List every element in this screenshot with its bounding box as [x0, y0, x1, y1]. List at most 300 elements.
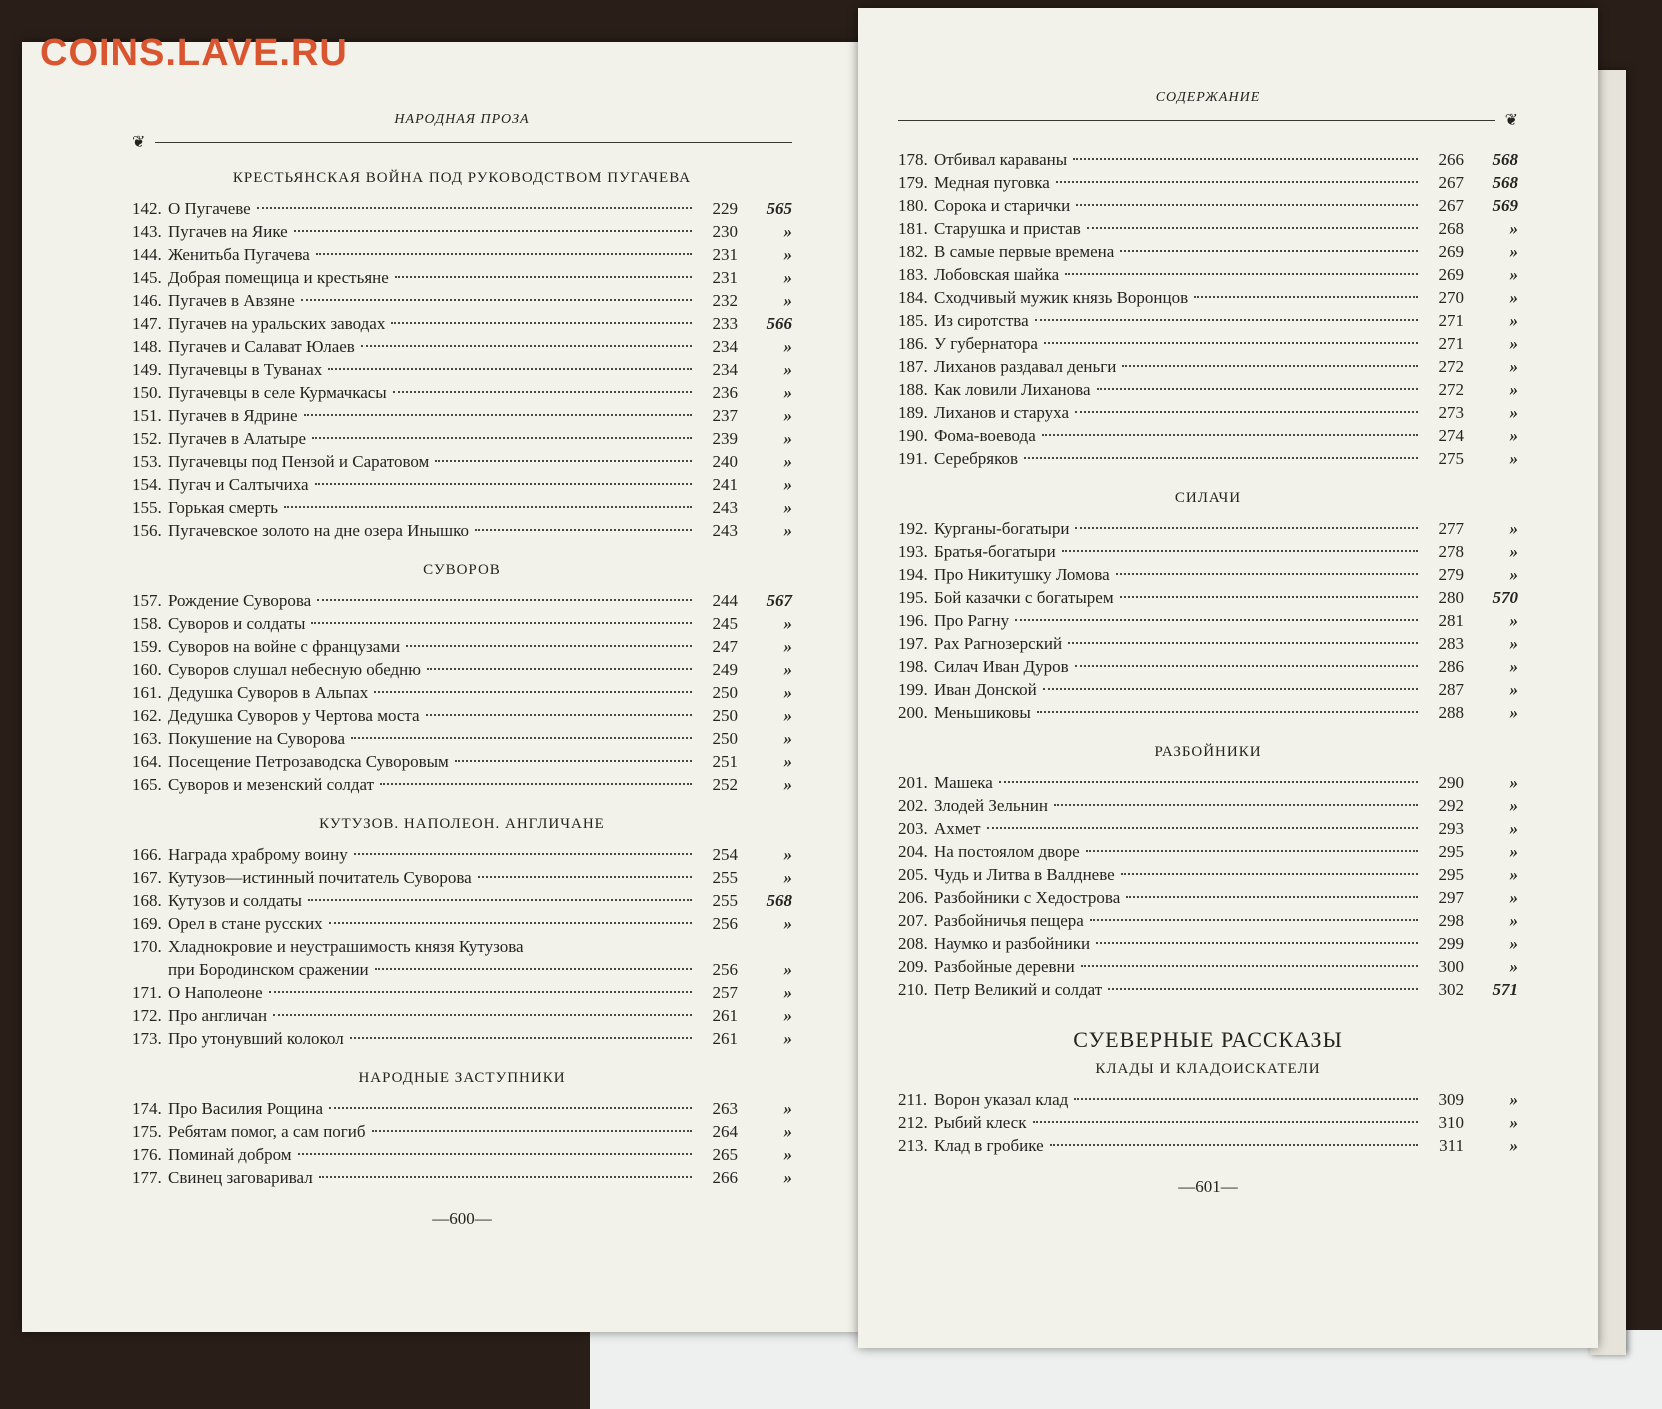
dot-leader	[1096, 942, 1418, 944]
dot-leader	[1068, 642, 1418, 644]
entry-commentary-page: »	[1509, 1113, 1518, 1132]
entry-commentary-page: »	[1509, 957, 1518, 976]
toc-entry	[132, 958, 792, 981]
dot-leader	[426, 714, 692, 716]
toc-entry	[132, 220, 792, 243]
entry-title: Рождение Суворова	[168, 591, 312, 610]
entry-title: Клад в гробике	[934, 1136, 1044, 1155]
entry-page: 300	[1438, 957, 1464, 976]
entry-page: 231	[712, 245, 738, 264]
entry-commentary-page: »	[783, 914, 792, 933]
dot-leader	[1086, 850, 1418, 852]
entry-number: 180.	[898, 196, 928, 215]
entry-commentary-page: »	[1509, 634, 1518, 653]
entry-page: 292	[1438, 796, 1464, 815]
entry-commentary-page: 568	[1492, 150, 1518, 169]
entry-number: 161.	[132, 683, 162, 702]
toc-entry	[132, 843, 792, 866]
entry-page: 297	[1438, 888, 1464, 907]
toc-entry	[898, 609, 1518, 632]
entry-commentary-page: »	[1509, 311, 1518, 330]
dot-leader	[1054, 804, 1418, 806]
entry-number: 210.	[898, 980, 928, 999]
entry-title: Петр Великий и солдат	[934, 980, 1103, 999]
entry-page: 269	[1438, 242, 1464, 261]
dot-leader	[478, 876, 692, 878]
entry-number: 144.	[132, 245, 162, 264]
toc-entry	[898, 240, 1518, 263]
toc-entry	[898, 932, 1518, 955]
entry-number: 177.	[132, 1168, 162, 1187]
entry-number: 155.	[132, 498, 162, 517]
entry-number: 179.	[898, 173, 928, 192]
entry-number: 192.	[898, 519, 928, 538]
entry-page: 231	[712, 268, 738, 287]
rule-line	[155, 142, 792, 143]
entry-title: Разбойничья пещера	[934, 911, 1084, 930]
entry-title: Лиханов и старуха	[934, 403, 1069, 422]
entry-title: Суворов на войне с французами	[168, 637, 401, 656]
entry-commentary-page: »	[1509, 403, 1518, 422]
entry-number: 157.	[132, 591, 162, 610]
entry-page: 310	[1438, 1113, 1464, 1132]
entry-number: 169.	[132, 914, 162, 933]
entry-number: 198.	[898, 657, 928, 676]
entry-page: 264	[712, 1122, 738, 1141]
entry-page: 251	[712, 752, 738, 771]
entry-number: 182.	[898, 242, 928, 261]
toc-list	[132, 170, 792, 1189]
entry-number: 168.	[132, 891, 162, 910]
entry-commentary-page: »	[783, 729, 792, 748]
entry-number: 190.	[898, 426, 928, 445]
entry-page: 265	[712, 1145, 738, 1164]
entry-page: 250	[712, 729, 738, 748]
entry-commentary-page: »	[1509, 1090, 1518, 1109]
entry-title: Пугачев в Авзяне	[168, 291, 295, 310]
entry-commentary-page: »	[1509, 542, 1518, 561]
dot-leader	[1122, 365, 1418, 367]
entry-title: Сорока и старички	[934, 196, 1071, 215]
dot-leader	[375, 968, 692, 970]
entry-number: 176.	[132, 1145, 162, 1164]
entry-page: 263	[712, 1099, 738, 1118]
toc-entry	[132, 981, 792, 1004]
entry-page: 295	[1438, 842, 1464, 861]
toc-entry	[898, 447, 1518, 470]
entry-title: Курганы-богатыри	[934, 519, 1070, 538]
entry-commentary-page: »	[783, 291, 792, 310]
dot-leader	[1075, 527, 1418, 529]
dot-leader	[999, 781, 1418, 783]
entry-number: 196.	[898, 611, 928, 630]
entry-page: 233	[712, 314, 738, 333]
entry-page: 249	[712, 660, 738, 679]
entry-title: У губернатора	[934, 334, 1038, 353]
entry-number: 159.	[132, 637, 162, 656]
toc-entry	[898, 794, 1518, 817]
dot-leader	[351, 737, 692, 739]
dot-leader	[987, 827, 1418, 829]
entry-number: 199.	[898, 680, 928, 699]
entry-page: 234	[712, 337, 738, 356]
entry-number: 178.	[898, 150, 928, 169]
entry-commentary-page: »	[783, 960, 792, 979]
entry-title: В самые первые времена	[934, 242, 1115, 261]
entry-commentary-page: »	[783, 775, 792, 794]
entry-page: 247	[712, 637, 738, 656]
entry-number: 206.	[898, 888, 928, 907]
toc-entry	[132, 450, 792, 473]
entry-title: Иван Донской	[934, 680, 1037, 699]
dot-leader	[329, 922, 692, 924]
entry-commentary-page: »	[783, 660, 792, 679]
entry-page: 272	[1438, 380, 1464, 399]
entry-page: 278	[1438, 542, 1464, 561]
toc-entry	[132, 889, 792, 912]
entry-number: 164.	[132, 752, 162, 771]
entry-commentary-page: »	[1509, 819, 1518, 838]
entry-commentary-page: »	[783, 268, 792, 287]
entry-title: Разбойники с Хедострова	[934, 888, 1121, 907]
dot-leader	[1035, 319, 1418, 321]
entry-title: Меньшиковы	[934, 703, 1031, 722]
toc-entry	[898, 632, 1518, 655]
part-title: СУЕВЕРНЫЕ РАССКАЗЫ	[1073, 1027, 1343, 1052]
entry-number: 189.	[898, 403, 928, 422]
entry-title: Про Василия Рощина	[168, 1099, 324, 1118]
toc-entry	[898, 586, 1518, 609]
dot-leader	[269, 991, 692, 993]
entry-title: Добрая помещица и крестьяне	[168, 268, 389, 287]
entry-title: Пугачев в Ядрине	[168, 406, 298, 425]
entry-commentary-page: »	[783, 1145, 792, 1164]
entry-title: Машека	[934, 773, 993, 792]
toc-entry	[132, 243, 792, 266]
entry-page: 267	[1438, 173, 1464, 192]
entry-title: Рыбий клеск	[934, 1113, 1027, 1132]
dot-leader	[361, 345, 692, 347]
entry-commentary-page: »	[1509, 426, 1518, 445]
section-title: КЛАДЫ И КЛАДОИСКАТЕЛИ	[1095, 1061, 1321, 1077]
dot-leader	[273, 1014, 692, 1016]
entry-page: 311	[1439, 1136, 1464, 1155]
entry-title: Рах Рагнозерский	[934, 634, 1063, 653]
dot-leader	[475, 529, 692, 531]
toc-entry	[898, 263, 1518, 286]
left-page	[22, 42, 862, 1332]
dot-leader	[1087, 227, 1418, 229]
entry-page: 293	[1438, 819, 1464, 838]
section-title: СУВОРОВ	[423, 562, 501, 578]
entry-page: 255	[712, 891, 738, 910]
entry-commentary-page: »	[1509, 657, 1518, 676]
entry-commentary-page: 565	[766, 199, 792, 218]
toc-entry	[132, 1143, 792, 1166]
entry-page: 236	[712, 383, 738, 402]
entry-title: Силач Иван Дуров	[934, 657, 1069, 676]
dot-leader	[395, 276, 692, 278]
entry-number: 213.	[898, 1136, 928, 1155]
dot-leader	[257, 207, 692, 209]
entry-commentary-page: »	[783, 1006, 792, 1025]
entry-number: 171.	[132, 983, 162, 1002]
entry-page: 302	[1438, 980, 1464, 999]
head-rule	[898, 110, 1518, 130]
entry-number: 162.	[132, 706, 162, 725]
entry-page: 241	[712, 475, 738, 494]
running-head: СОДЕРЖАНИЕ	[1155, 90, 1261, 105]
dot-leader	[1116, 573, 1418, 575]
entry-number: 152.	[132, 429, 162, 448]
toc-entry	[132, 404, 792, 427]
toc-entry	[132, 335, 792, 358]
entry-commentary-page: »	[1509, 334, 1518, 353]
entry-number: 203.	[898, 819, 928, 838]
entry-commentary-page: »	[783, 868, 792, 887]
toc-entry	[898, 978, 1518, 1001]
section-title: СИЛАЧИ	[1174, 490, 1242, 506]
entry-commentary-page: »	[1509, 911, 1518, 930]
entry-title: Пугачев на уральских заводах	[168, 314, 386, 333]
entry-number: 170.	[132, 937, 162, 956]
toc-entry	[132, 1120, 792, 1143]
toc-list	[898, 1061, 1518, 1157]
running-head: НАРОДНАЯ ПРОЗА	[394, 112, 530, 127]
entry-title: Злодей Зельнин	[934, 796, 1048, 815]
toc-entry	[132, 681, 792, 704]
entry-number: 142.	[132, 199, 162, 218]
entry-page: 271	[1438, 334, 1464, 353]
entry-title: Лобовская шайка	[934, 265, 1060, 284]
entry-title: Про англичан	[168, 1006, 268, 1025]
page-number: —600—	[432, 1209, 492, 1228]
entry-page: 290	[1438, 773, 1464, 792]
entry-page: 275	[1438, 449, 1464, 468]
entry-commentary-page: »	[783, 845, 792, 864]
dot-leader	[1090, 919, 1418, 921]
dot-leader	[1075, 411, 1418, 413]
dot-leader	[380, 783, 692, 785]
entry-number: 160.	[132, 660, 162, 679]
entry-commentary-page: »	[783, 475, 792, 494]
entry-commentary-page: 569	[1492, 196, 1518, 215]
entry-page: 272	[1438, 357, 1464, 376]
entry-commentary-page: »	[783, 637, 792, 656]
entry-commentary-page: »	[1509, 565, 1518, 584]
entry-commentary-page: »	[783, 498, 792, 517]
entry-page: 269	[1438, 265, 1464, 284]
entry-page: 271	[1438, 311, 1464, 330]
toc-entry	[898, 1111, 1518, 1134]
entry-page: 261	[712, 1006, 738, 1025]
entry-title: Женитьба Пугачева	[168, 245, 310, 264]
dot-leader	[1074, 1098, 1418, 1100]
entry-number: 208.	[898, 934, 928, 953]
entry-number: 165.	[132, 775, 162, 794]
entry-commentary-page: »	[1509, 288, 1518, 307]
entry-commentary-page: »	[1509, 680, 1518, 699]
toc-entry	[132, 589, 792, 612]
toc-entry	[898, 1088, 1518, 1111]
entry-number: 147.	[132, 314, 162, 333]
toc-entry	[898, 332, 1518, 355]
entry-title: Кутузов—истинный почитатель Суворова	[168, 868, 472, 887]
entry-title: Ворон указал клад	[934, 1090, 1069, 1109]
toc-entry	[132, 1027, 792, 1050]
entry-number: 207.	[898, 911, 928, 930]
ornament-icon: ❦	[1504, 112, 1518, 129]
toc-entry	[898, 171, 1518, 194]
toc-entry	[132, 658, 792, 681]
dot-leader	[319, 1176, 692, 1178]
entry-number: 187.	[898, 357, 928, 376]
entry-number: 193.	[898, 542, 928, 561]
entry-number: 201.	[898, 773, 928, 792]
entry-title: Орел в стане русских	[168, 914, 323, 933]
entry-number: 205.	[898, 865, 928, 884]
toc-list	[898, 148, 1518, 1001]
entry-page: 273	[1438, 403, 1464, 422]
entry-title-continued: при Бородинском сражении	[168, 960, 369, 979]
dot-leader	[391, 322, 692, 324]
entry-title: Бой казачки с богатырем	[934, 588, 1114, 607]
entry-number: 212.	[898, 1113, 928, 1132]
toc-entry	[898, 401, 1518, 424]
toc-entry	[132, 773, 792, 796]
dot-leader	[315, 483, 692, 485]
entry-page: 232	[712, 291, 738, 310]
entry-number: 153.	[132, 452, 162, 471]
entry-commentary-page: »	[783, 1029, 792, 1048]
entry-title: Ахмет	[934, 819, 981, 838]
entry-title: Кутузов и солдаты	[168, 891, 302, 910]
dot-leader	[1120, 250, 1418, 252]
entry-page: 250	[712, 683, 738, 702]
entry-number: 211.	[898, 1090, 928, 1109]
dot-leader	[374, 691, 692, 693]
dot-leader	[329, 1107, 692, 1109]
entry-number: 194.	[898, 565, 928, 584]
dot-leader	[1042, 434, 1418, 436]
watermark: COINS.LAVE.RU	[40, 32, 348, 74]
entry-title: Пугачевцы под Пензой и Саратовом	[168, 452, 430, 471]
entry-number: 143.	[132, 222, 162, 241]
entry-number: 209.	[898, 957, 928, 976]
right-page	[858, 8, 1598, 1348]
dot-leader	[317, 599, 692, 601]
dot-leader	[1121, 873, 1418, 875]
entry-page: 261	[712, 1029, 738, 1048]
entry-page: 277	[1438, 519, 1464, 538]
entry-title: На постоялом дворе	[934, 842, 1080, 861]
toc-entry	[898, 840, 1518, 863]
entry-commentary-page: 568	[1492, 173, 1518, 192]
toc-entry	[898, 563, 1518, 586]
entry-commentary-page: »	[783, 360, 792, 379]
toc-entry	[132, 312, 792, 335]
entry-page: 283	[1438, 634, 1464, 653]
toc-entry	[898, 771, 1518, 794]
entry-commentary-page: »	[1509, 1136, 1518, 1155]
entry-title: Фома-воевода	[934, 426, 1036, 445]
dot-leader	[304, 414, 693, 416]
entry-page: 234	[712, 360, 738, 379]
entry-page: 243	[712, 498, 738, 517]
entry-commentary-page: »	[783, 383, 792, 402]
entry-commentary-page: »	[783, 452, 792, 471]
entry-title: Чудь и Литва в Валдневе	[934, 865, 1115, 884]
entry-commentary-page: »	[1509, 219, 1518, 238]
dot-leader	[1194, 296, 1418, 298]
toc-entry	[132, 704, 792, 727]
rule-line	[898, 120, 1495, 121]
entry-page: 237	[712, 406, 738, 425]
dot-leader	[372, 1130, 692, 1132]
dot-leader	[1097, 388, 1418, 390]
section-title: КРЕСТЬЯНСКАЯ ВОЙНА ПОД РУКОВОДСТВОМ ПУГАЧЕВА	[232, 170, 692, 186]
ornament-icon: ❦	[132, 134, 146, 151]
entry-number: 183.	[898, 265, 928, 284]
entry-title: Поминай добром	[168, 1145, 292, 1164]
dot-leader	[1065, 273, 1418, 275]
dot-leader	[1120, 596, 1418, 598]
head-rule	[132, 132, 792, 152]
entry-page: 267	[1438, 196, 1464, 215]
entry-title: Пугачев в Алатыре	[168, 429, 307, 448]
dot-leader	[311, 622, 692, 624]
toc-entry	[132, 427, 792, 450]
toc-entry	[898, 817, 1518, 840]
entry-commentary-page: »	[783, 245, 792, 264]
dot-leader	[328, 368, 692, 370]
entry-commentary-page: 570	[1492, 588, 1518, 607]
entry-page: 295	[1438, 865, 1464, 884]
dot-leader	[284, 506, 692, 508]
entry-page: 274	[1438, 426, 1464, 445]
section-title: РАЗБОЙНИКИ	[1154, 744, 1262, 760]
entry-commentary-page: »	[1509, 265, 1518, 284]
entry-number: 156.	[132, 521, 162, 540]
entry-title: Братья-богатыри	[934, 542, 1056, 561]
entry-number: 175.	[132, 1122, 162, 1141]
dot-leader	[1073, 158, 1418, 160]
entry-title: Пугачевское золото на дне озера Инышко	[168, 521, 469, 540]
entry-title: Как ловили Лиханова	[934, 380, 1091, 399]
toc-entry	[898, 678, 1518, 701]
section-title: КУТУЗОВ. НАПОЛЕОН. АНГЛИЧАНЕ	[319, 816, 605, 832]
entry-number: 163.	[132, 729, 162, 748]
entry-commentary-page: »	[783, 429, 792, 448]
toc-entry	[132, 358, 792, 381]
entry-commentary-page: »	[783, 706, 792, 725]
entry-title: Дедушка Суворов у Чертова моста	[168, 706, 420, 725]
toc-entry	[898, 309, 1518, 332]
page-number: —601—	[1178, 1177, 1238, 1196]
entry-number: 204.	[898, 842, 928, 861]
dot-leader	[1108, 988, 1418, 990]
entry-page: 252	[712, 775, 738, 794]
entry-page: 268	[1438, 219, 1464, 238]
entry-number: 202.	[898, 796, 928, 815]
entry-number: 173.	[132, 1029, 162, 1048]
entry-commentary-page: »	[783, 1168, 792, 1187]
entry-page: 255	[712, 868, 738, 887]
entry-page: 298	[1438, 911, 1464, 930]
toc-entry	[898, 655, 1518, 678]
entry-page: 240	[712, 452, 738, 471]
entry-title: О Наполеоне	[168, 983, 263, 1002]
